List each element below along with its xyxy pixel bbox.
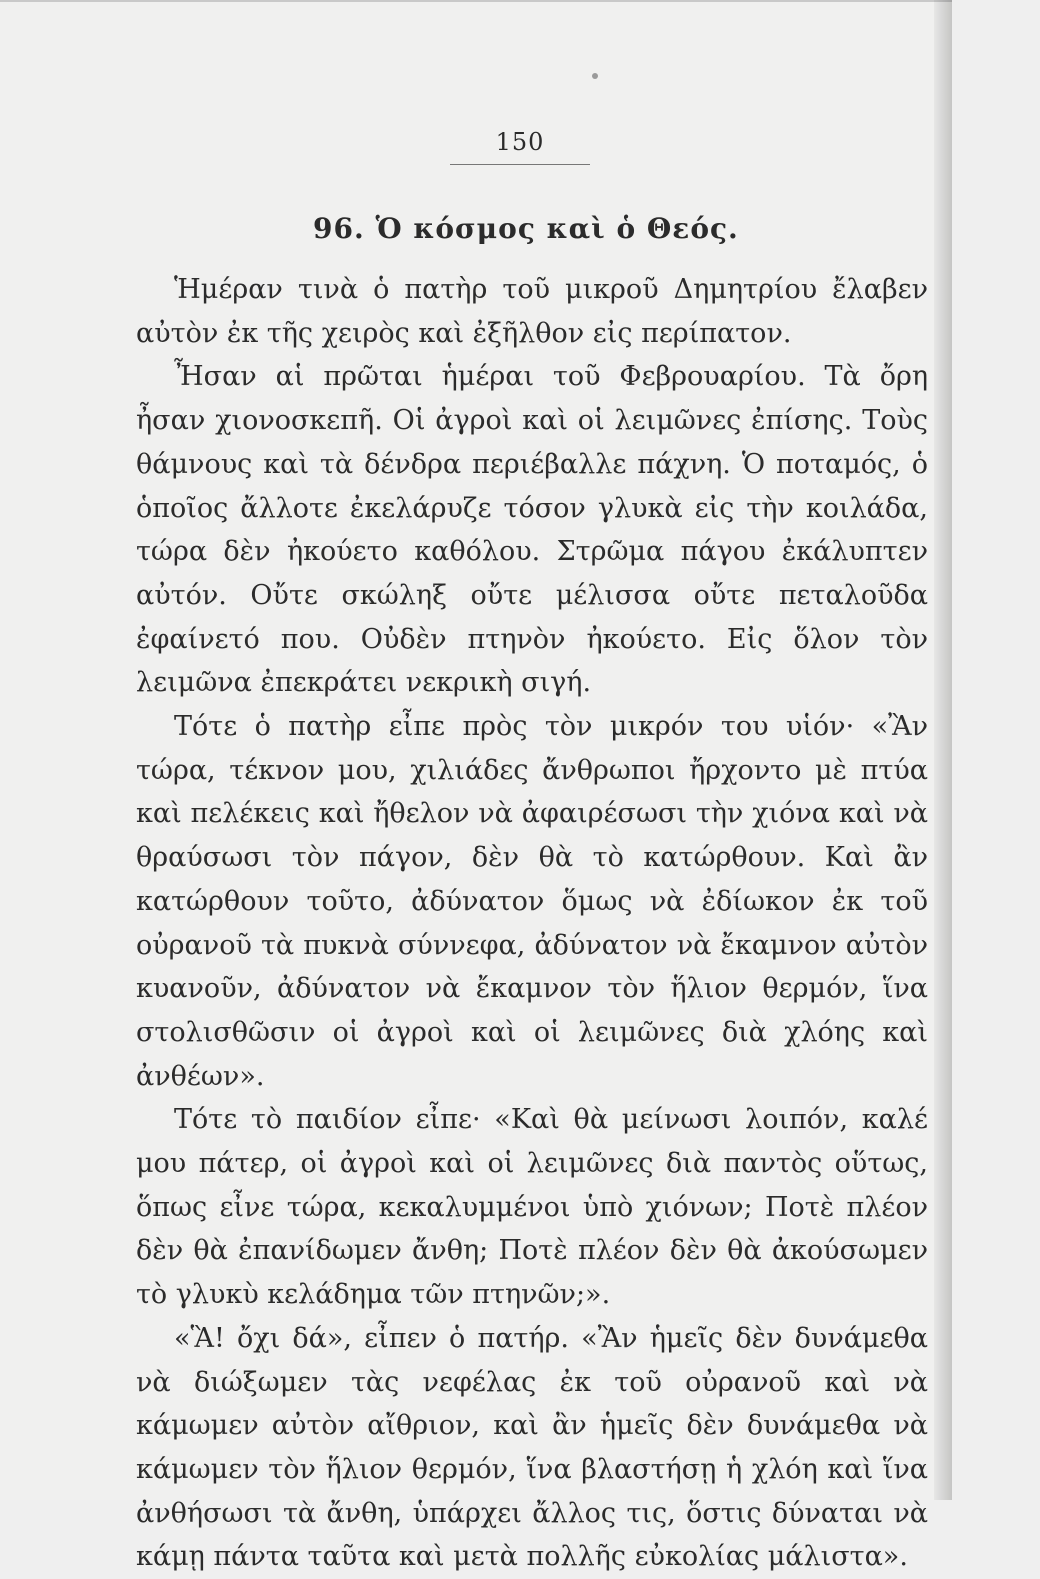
paragraph: Ἦσαν αἱ πρῶται ἡμέραι τοῦ Φεβρουαρίου. Τὰ ὄρη ἦσαν χιονοσκεπῆ. Οἱ ἀγροὶ καὶ οἱ λειμῶνες ἐπίσης. Τοὺς θάμνους καὶ τὰ δένδρα περιέβαλλε πάχνη. Ὁ ποταμός, ὁ ὁποῖος ἄλλοτε ἐκελάρυζε τόσον γλυκὰ εἰς τὴν κοιλάδα, τώρα δὲν ἠκούετο καθόλου. Στρῶμα πάγου ἐκάλυπτεν αὐτόν. Οὔτε σκώληξ οὔτε μέλισσα οὔτε πεταλοῦδα ἐφαίνετό που. Οὐδὲν πτηνὸν ἠκούετο. Εἰς ὅλον τὸν λειμῶνα ἐπεκράτει νεκρικὴ σιγή.	[136, 361, 928, 699]
ink-speck	[592, 73, 598, 79]
paragraph: Τότε ὁ πατὴρ εἶπε πρὸς τὸν μικρόν του υἱόν· «Ἂν τώρα, τέκνον μου, χιλιάδες ἄνθρωποι ἤρχοντο μὲ πτύα καὶ πελέκεις καὶ ἤθελον νὰ ἀφαιρέσωσι τὴν χιόνα καὶ νὰ θραύσωσι τὸν πάγον, δὲν θὰ τὸ κατώρθουν. Καὶ ἂν κατώρθουν τοῦτο, ἀδύνατον ὅμως νὰ ἐδίωκον ἐκ τοῦ οὐρανοῦ τὰ πυκνὰ σύννεφα, ἀδύνατον νὰ ἔκαμνον αὐτὸν κυανοῦν, ἀδύνατον νὰ ἔκαμνον τὸν ἥλιον θερμόν, ἵνα στολισθῶσιν οἱ ἀγροὶ καὶ οἱ λειμῶνες διὰ χλόης καὶ ἀνθέων».	[136, 711, 928, 1092]
paragraph: «Ἃ! ὄχι δά», εἶπεν ὁ πατήρ. «Ἂν ἡμεῖς δὲν δυνάμεθα νὰ διώξωμεν τὰς νεφέλας ἐκ τοῦ οὐρανοῦ καὶ νὰ κάμωμεν αὐτὸν αἴθριον, καὶ ἂν ἡμεῖς δὲν δυνάμεθα νὰ κάμωμεν τὸν ἥλιον θερμόν, ἵνα βλαστήσῃ ἡ χλόη καὶ ἵνα ἀνθήσωσι τὰ ἄνθη, ὑπάρχει ἄλλος τις, ὅστις δύναται νὰ κάμῃ πάντα ταῦτα καὶ μετὰ πολλῆς εὐκολίας μάλιστα».	[136, 1322, 928, 1573]
page-number: 150	[495, 128, 545, 156]
section-title: 96. Ὁ κόσμος καὶ ὁ Θεός.	[313, 212, 739, 245]
page-edge-shadow	[934, 0, 952, 1500]
top-border	[0, 0, 952, 10]
paragraph: Ἡμέραν τινὰ ὁ πατὴρ τοῦ μικροῦ Δημητρίου ἔλαβεν αὐτὸν ἐκ τῆς χειρὸς καὶ ἐξῆλθον εἰς περίπατον.	[136, 274, 928, 349]
story-text	[136, 268, 928, 1579]
paragraph: Τότε τὸ παιδίον εἶπε· «Καὶ θὰ μείνωσι λοιπόν, καλέ μου πάτερ, οἱ ἀγροὶ καὶ οἱ λειμῶνες διὰ παντὸς οὕτως, ὅπως εἶνε τώρα, κεκαλυμμένοι ὑπὸ χιόνων; Ποτὲ πλέον δὲν θὰ ἐπανίδωμεν ἄνθη; Ποτὲ πλέον δὲν θὰ ἀκούσωμεν τὸ γλυκὺ κελάδημα τῶν πτηνῶν;».	[136, 1104, 928, 1311]
page-number-rule	[450, 164, 590, 165]
